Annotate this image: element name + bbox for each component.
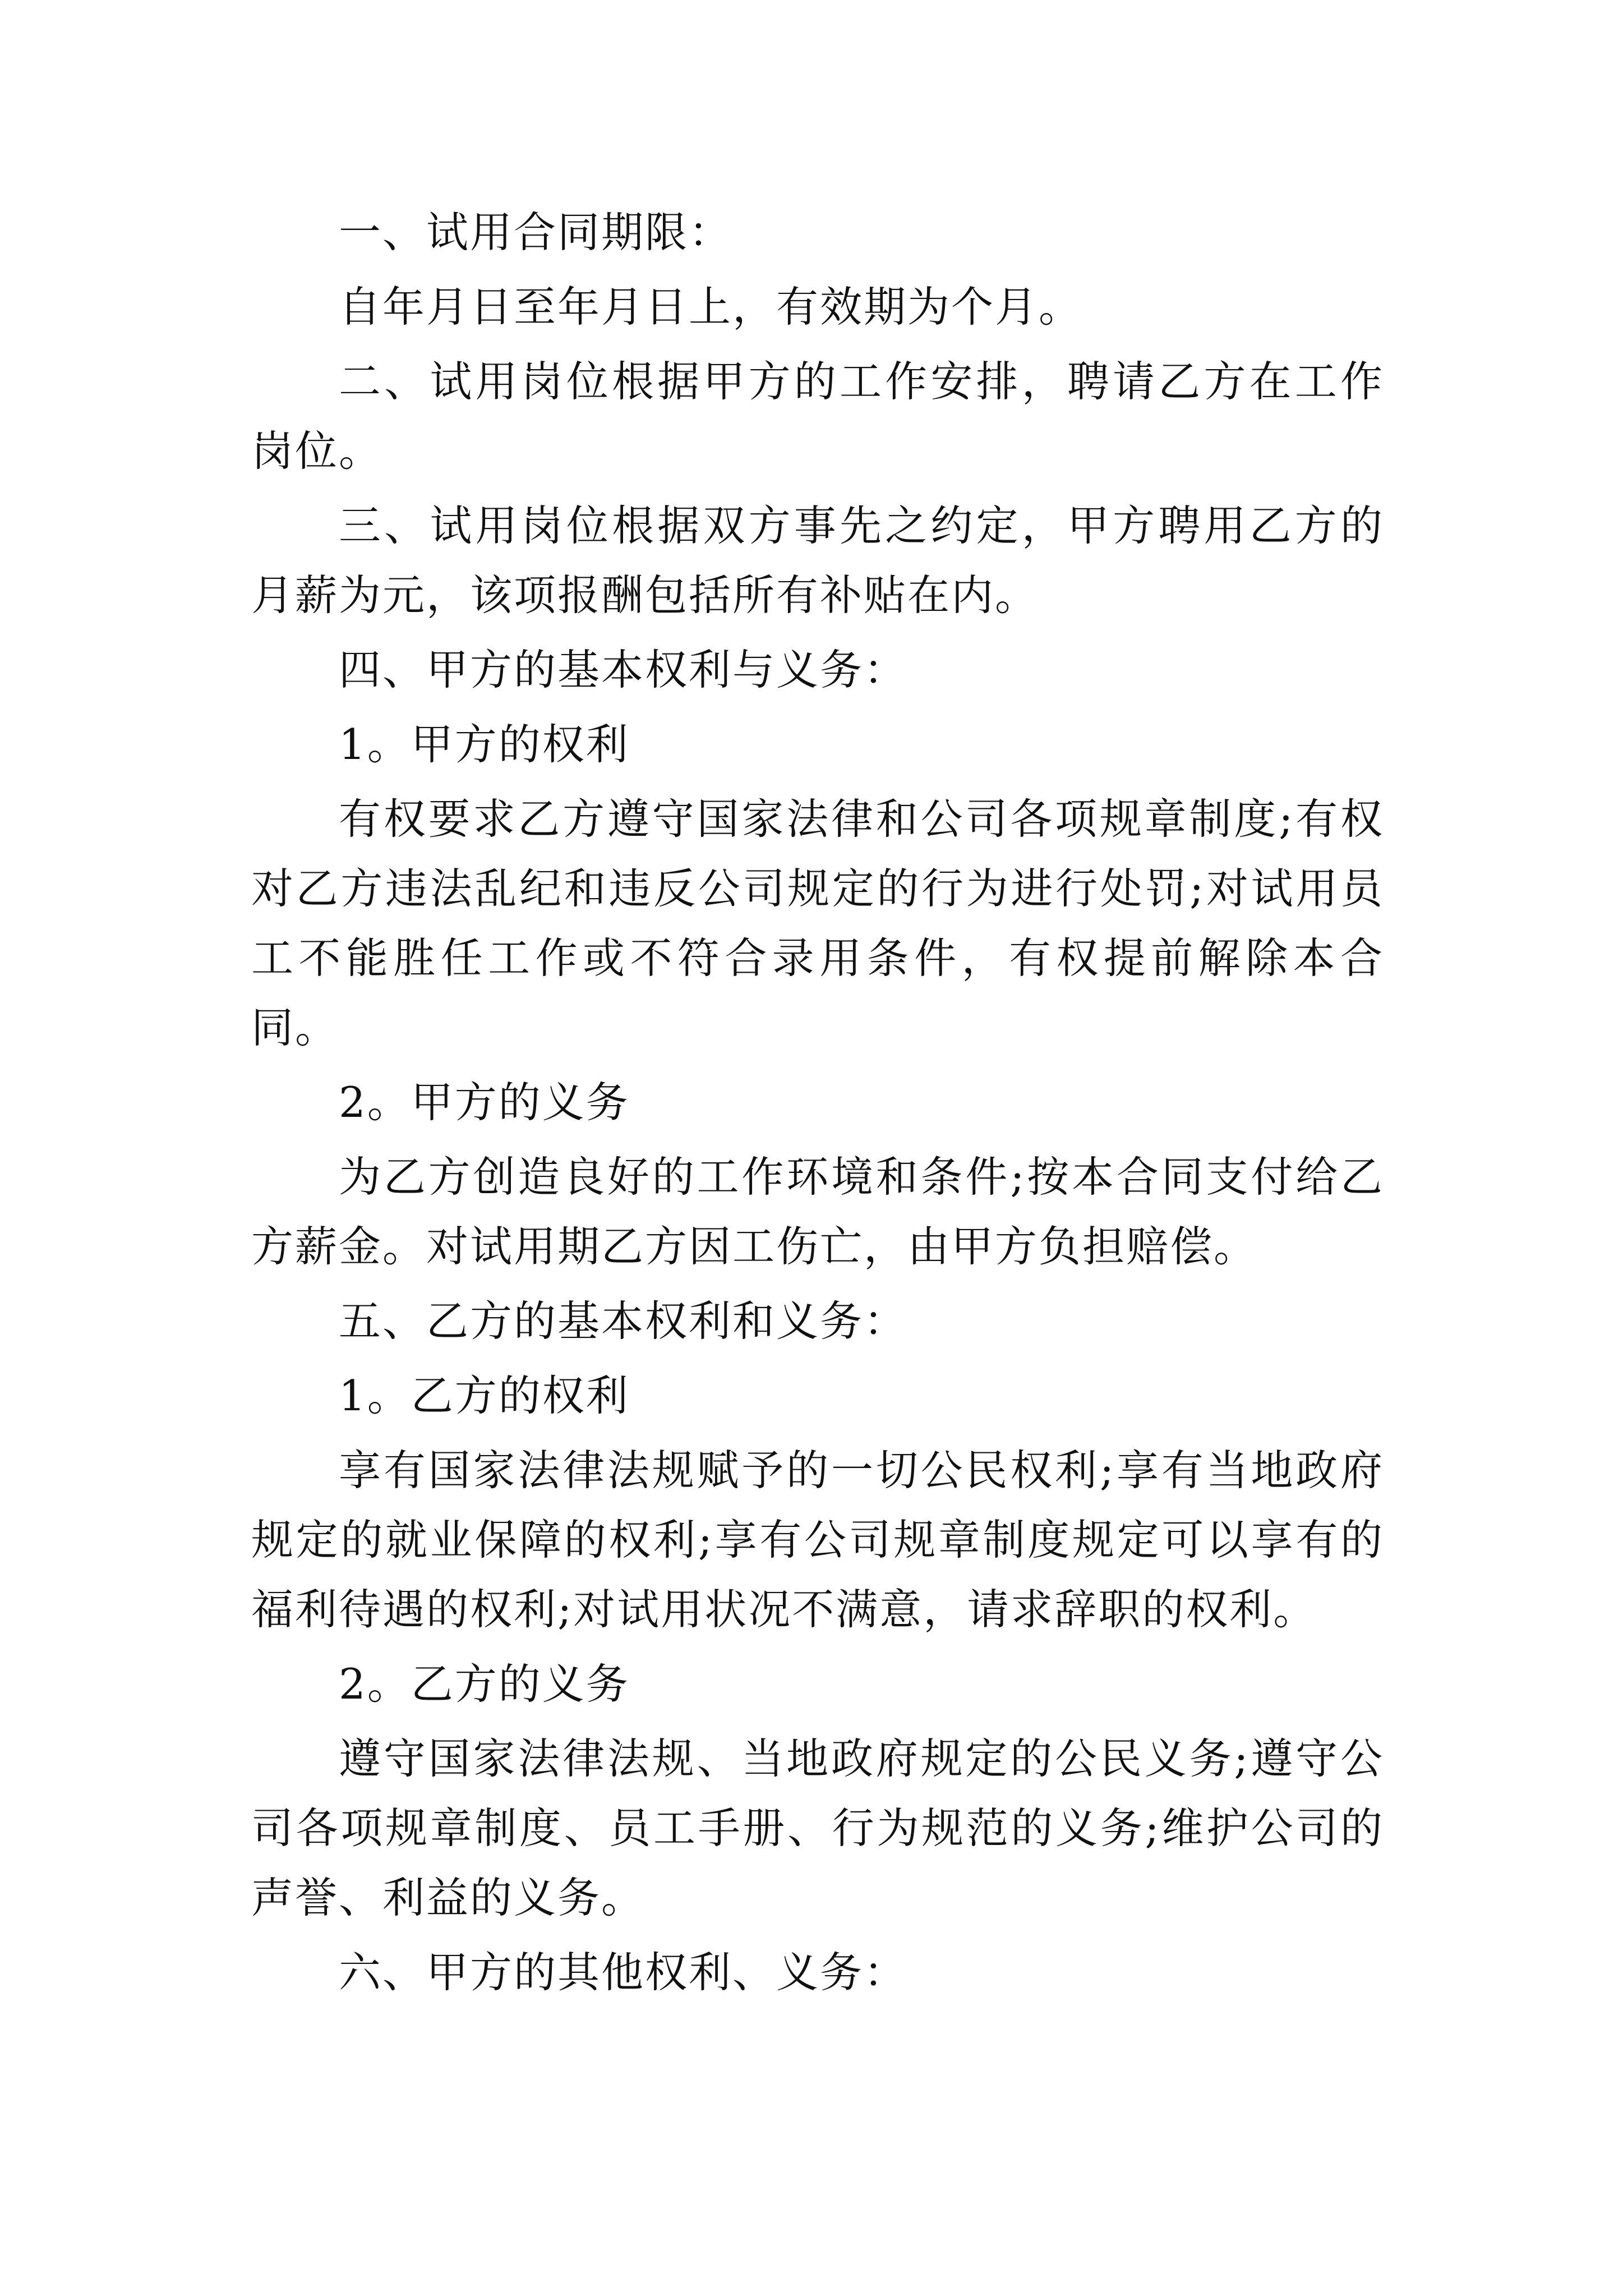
- section-heading-5: 五、乙方的基本权利和义务：: [339, 1296, 908, 1346]
- document-body: [251, 197, 1384, 2012]
- subsection-party-a-duties: 2。甲方的义务: [339, 1078, 630, 1127]
- party-a-duties-text: 为乙方创造良好的工作环境和条件;按本合同支付给乙方薪金。对试用期乙方因工伤亡，由甲方负担赔偿。: [251, 1152, 1384, 1271]
- subsection-party-a-rights: 1。甲方的权利: [339, 720, 630, 769]
- party-a-rights-text: 有权要求乙方遵守国家法律和公司各项规章制度;有权对乙方违法乱纪和违反公司规定的行为进行处罚;对试用员工不能胜任工作或不符合录用条件，有权提前解除本合同。: [251, 794, 1384, 1052]
- section-heading-4: 四、甲方的基本权利与义务：: [339, 645, 908, 694]
- section-heading-2: 二、试用岗位根据甲方的工作安排，聘请乙方在工作岗位。: [251, 357, 1384, 476]
- party-b-rights-text: 享有国家法律法规赋予的一切公民权利;享有当地政府规定的就业保障的权利;享有公司规章制度规定可以享有的福利待遇的权利;对试用状况不满意，请求辞职的权利。: [251, 1446, 1384, 1634]
- contract-period-text: 自年月日至年月日上，有效期为个月。: [339, 282, 1083, 332]
- section-heading-1: 一、试用合同期限：: [339, 208, 733, 257]
- section-heading-6: 六、甲方的其他权利、义务：: [339, 1948, 908, 1997]
- subsection-party-b-rights: 1。乙方的权利: [339, 1371, 630, 1420]
- party-b-duties-text: 遵守国家法律法规、当地政府规定的公民义务;遵守公司各项规章制度、员工手册、行为规范的义务;维护公司的声誉、利益的义务。: [251, 1734, 1384, 1922]
- subsection-party-b-duties: 2。乙方的义务: [339, 1659, 630, 1709]
- section-heading-3: 三、试用岗位根据双方事先之约定，甲方聘用乙方的月薪为元，该项报酬包括所有补贴在内。: [251, 501, 1384, 620]
